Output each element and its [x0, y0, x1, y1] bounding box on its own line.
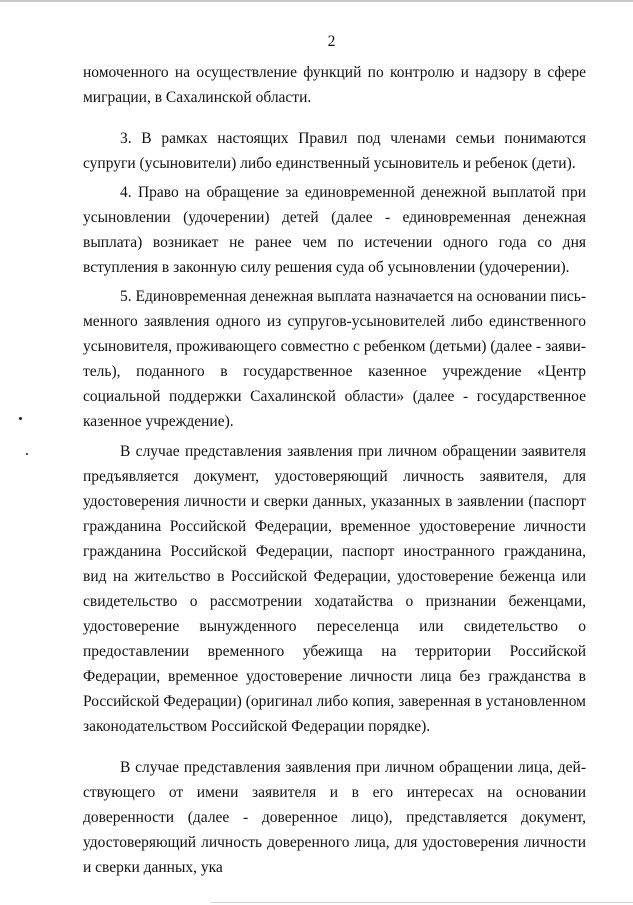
top-scan-edge — [0, 0, 633, 2]
paragraph-trusted-person: В случае представления заявления при личном обращении лица, действующего от имени заявителя и в его интересах на основании доверенности (далее - доверенное лицо), представляется документ, удостоверяющий личность доверенного лица, для удостоверения личности и сверки данных, ука — [83, 759, 586, 876]
paragraph-3-family-members: 3. В рамках настоящих Правил под членами семьи понимаются супруги (усыновители) либо единственный усыновитель и ребенок (дети). — [83, 130, 586, 172]
paragraph-4-right-to-apply: 4. Право на обращение за единовременной денежной выплатой при усыновлении (удочерении) детей (далее - единовременная денежная выплата) возникает не ранее чем по истечении одного года со дня вступления в законную силу решения суда об усыновлении (удочерении). — [83, 184, 586, 276]
bottom-scan-edge — [210, 902, 633, 903]
scan-speck — [19, 417, 22, 420]
paragraph-5-payment-basis: 5. Единовременная денежная выплата назначается на основании письменного заявления одного из супругов-усыновителей либо единственного усыновителя, проживающего совместно с ребенком (детьми) (далее - заявитель), поданного в государственное казенное учреждение «Центр социальной поддержки Сахалинской области» (далее - государственное казенное учреждение). — [83, 288, 586, 430]
document-body — [83, 60, 586, 880]
page-number: 2 — [327, 33, 336, 50]
paragraph-continuation: номоченного на осуществление функций по контролю и надзору в сфере миграции, в Сахалинской области. — [83, 64, 586, 106]
paragraph-personal-application: В случае представления заявления при личном обращении заявителя предъявляется документ, удостоверяющий личность заявителя, для удостоверения личности и сверки данных, указанных в заявлении (паспорт гражданина Российской Федерации, временное удостоверение личности гражданина Российской Федерации, паспорт иностранного гражданина, вид на жительство в Российской Федерации, удостоверение беженца или свидетельство о рассмотрении ходатайства о признании беженцами, удостоверение вынужденного переселенца или свидетельство о предоставлении временного убежища на территории Российской Федерации, временное удостоверение личности лица без гражданства в Российской Федерации) (оригинал либо копия, заверенная в установленном законодательством Российской Федерации порядке). — [83, 443, 586, 735]
scan-speck — [26, 453, 28, 455]
